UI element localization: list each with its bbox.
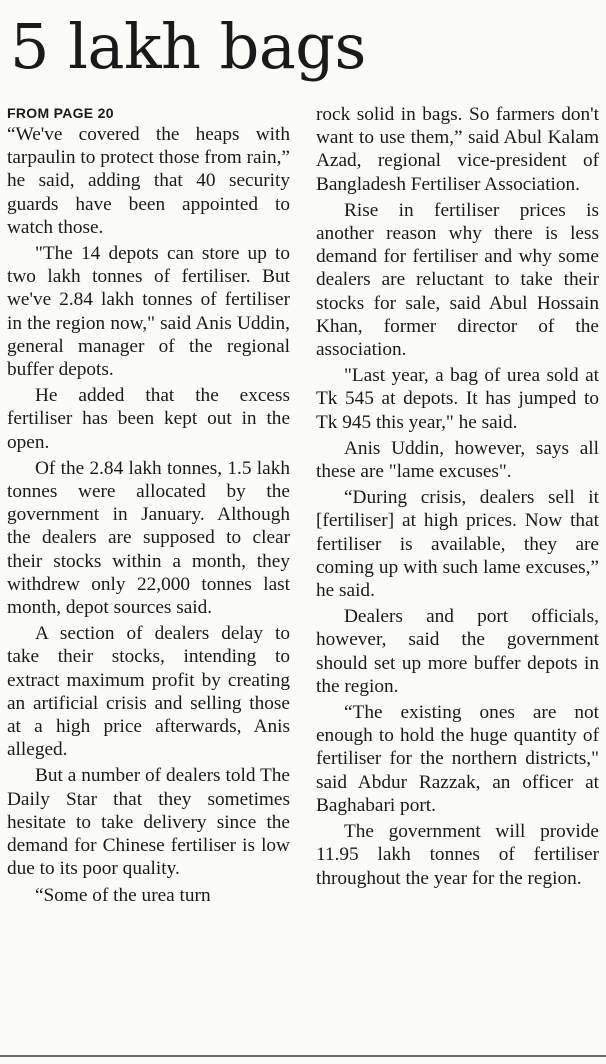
paragraph: "Last year, a bag of urea sold at Tk 545 at depots. It has jumped to Tk 945 this year," he said. [316, 365, 599, 433]
headline: 5 lakh bags [10, 10, 366, 83]
paragraph: The government will provide 11.95 lakh tonnes of fertiliser throughout the year for the region. [316, 821, 599, 889]
paragraph: Of the 2.84 lakh tonnes, 1.5 lakh tonnes were allocated by the government in January. Although the dealers are supposed to clear their stocks within a month, they withdrew only 22,000 tonnes last month, depot sources said. [7, 457, 290, 619]
article-column-left [7, 103, 290, 1048]
paragraph: “Some of the urea turn [35, 884, 211, 906]
paragraph: “We've covered the heaps with tarpaulin to protect those from rain,” he said, adding that 40 security guards have been appointed to watch those. [7, 124, 290, 238]
continuation-kicker: FROM PAGE 20 [7, 105, 114, 121]
paragraph: “The existing ones are not enough to hold the huge quantity of fertiliser for the northern districts," said Abdur Razzak, an officer at Baghabari port. [316, 702, 599, 816]
paragraph: “During crisis, dealers sell it [fertiliser] at high prices. Now that fertiliser is available, they are coming up with such lame excuses,” he said. [316, 487, 599, 602]
paragraph: "The 14 depots can store up to two lakh tonnes of fertiliser. But we've 2.84 lakh tonnes of fertiliser in the region now," said Anis Uddin, general manager of the regional buffer depots. [7, 243, 290, 381]
paragraph: He added that the excess fertiliser has been kept out in the open. [7, 385, 290, 453]
paragraph: Rise in fertiliser prices is another reason why there is less demand for fertiliser and why some dealers are reluctant to take their stocks for sale, said Abul Hossain Khan, former director of the association. [316, 199, 599, 361]
article-column-right [316, 103, 599, 1048]
bottom-rule [0, 1055, 606, 1057]
paragraph: But a number of dealers told The Daily Star that they sometimes hesitate to take delivery since the demand for Chinese fertiliser is low due to its poor quality. [7, 765, 290, 880]
paragraph: rock solid in bags. So farmers don't want to use them,” said Abul Kalam Azad, regional vice-president of Bangladesh Fertiliser Association. [316, 104, 599, 195]
paragraph: A section of dealers delay to take their stocks, intending to extract maximum profit by creating an artificial crisis and selling those at a high price afterwards, Anis alleged. [7, 623, 290, 761]
paragraph: Dealers and port officials, however, said the government should set up more buffer depots in the region. [316, 606, 599, 697]
paragraph: Anis Uddin, however, says all these are "lame excuses". [316, 437, 599, 483]
